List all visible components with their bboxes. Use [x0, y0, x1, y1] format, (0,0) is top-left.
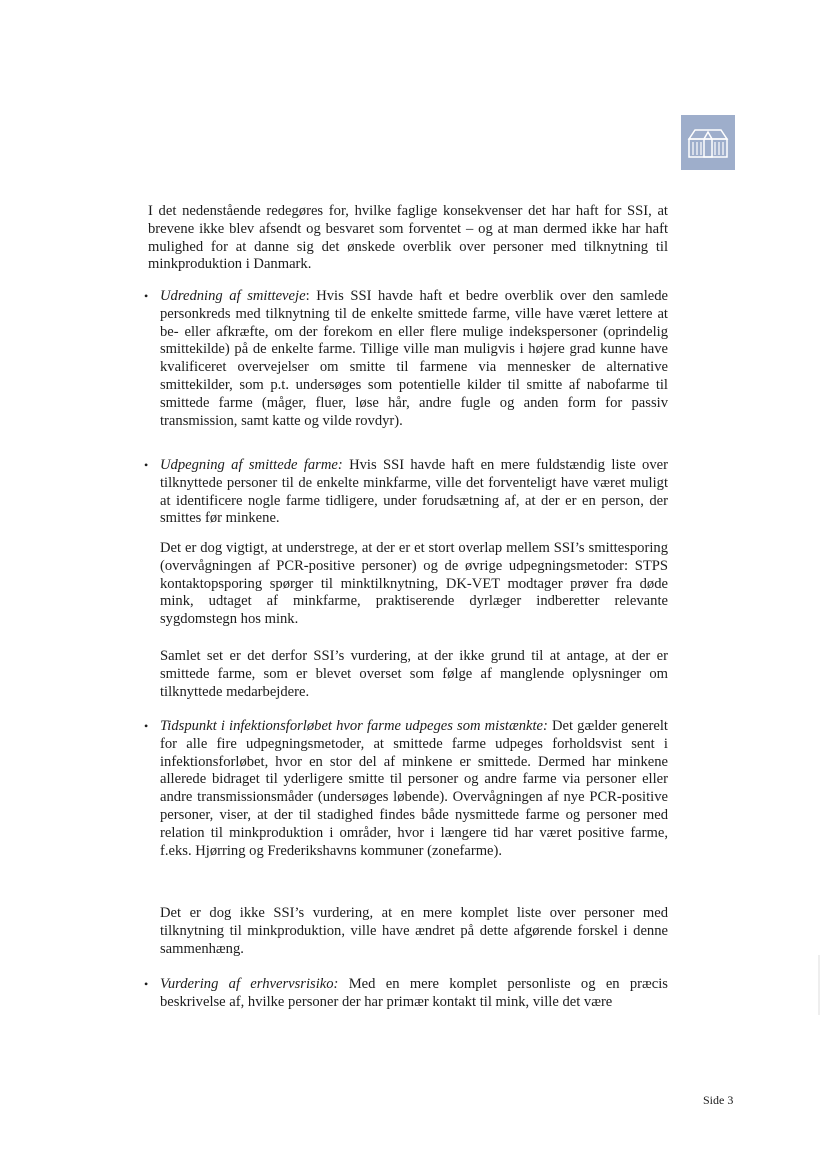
- bullet-udpegning: [144, 457, 668, 528]
- bullet-title: Vurdering af erhvervsrisiko:: [160, 976, 339, 992]
- separator: [338, 976, 348, 992]
- bullet-icon: •: [144, 719, 149, 733]
- followup-paragraph: Det er dog vigtigt, at understrege, at der er et stort overlap mellem SSI’s smittesporing (overvågningen af PCR-positive personer) og de øvrige udpegningsmetoder: STPS kontaktopsporing spørger til minktilknytning, DK-VET modtager prøver fra døde mink, udtaget af minkfarme, praktiserende dyrlæger indberetter relevante sygdomstegn hos mink.: [160, 540, 668, 628]
- bullet-title: Udpegning af smittede farme:: [160, 457, 343, 473]
- bullet-text: Hvis SSI havde haft et bedre overblik over den samlede personkreds med tilknytning til de enkelte smittede farme, ville have været lettere at be- eller afkræfte, om der forekom en eller flere mulige indekspersoner (oprindelig smittekilde) på de enkelte farme. Tillige ville man muligvis i højere grad kunne have kvalificeret overvejelser om smitte til farmene via mennesker de alternative smittekilder, som p.t. undersøges som potentielle kilder til smitte af nabofarme til smittede farme (måger, fluer, løse hår, andre fugle og anden form for passiv transmission, samt katte og vilde rovdyr).: [160, 288, 668, 429]
- ssi-logo: [681, 115, 735, 170]
- separator: :: [305, 288, 317, 304]
- bullet-erhvervsrisiko: [144, 976, 668, 1012]
- building-icon: [681, 115, 735, 170]
- bullet-icon: •: [144, 977, 149, 991]
- scan-artifact: [818, 955, 820, 1015]
- bullet-tidspunkt: [144, 718, 668, 860]
- bullet-text: Med en mere komplet personliste og en præcis beskrivelse af, hvilke personer der har primær kontakt til mink, ville det være: [160, 976, 668, 1010]
- bullet-text: Det gælder generelt for alle fire udpegningsmetoder, at smittede farme udpeges forholdsvist sent i infektionsforløbet, hvor en stor del af minkene er smittede. Dermed har minkene allerede bidraget til yderligere smitte til personer og andre farme via personer eller andre transmissionsmåder (undersøges løbende). Overvågningen af nye PCR-positive personer, viser, at der til stadighed findes både nysmittede farme og personer med relation til minkproduktion i områder, hvor i længere tid har været positive farme, f.eks. Hjørring og Frederikshavns kommuner (zonefarme).: [160, 718, 668, 859]
- intro-paragraph: I det nedenstående redegøres for, hvilke faglige konsekvenser det har haft for SSI, at brevene ikke blev afsendt og besvaret som forventet – og at man dermed ikke har haft mulighed for at danne sig det ønskede overblik over personer med tilknytning til minkproduktion i Danmark.: [148, 203, 668, 273]
- bullet-smitteveje: [144, 288, 668, 430]
- bullet-text: Hvis SSI havde haft en mere fuldstændig liste over tilknyttede personer til de enkelte minkfarme, ville det forventeligt have været muligt at identificere nogle farme tidligere, under forudsætning af, at der er en person, der smittes før minkene.: [160, 457, 668, 527]
- page-number: Side 3: [703, 1093, 734, 1107]
- followup-paragraph: Samlet set er det derfor SSI’s vurdering, at der ikke grund til at antage, at der er smittede farme, som er blevet overset som følge af manglende oplysninger om tilknyttede medarbejdere.: [160, 648, 668, 700]
- bullet-icon: •: [144, 289, 149, 303]
- bullet-icon: •: [144, 458, 149, 472]
- bullet-title: Tidspunkt i infektionsforløbet hvor farme udpeges som mistænkte:: [160, 718, 548, 734]
- bullet-title: Udredning af smitteveje: [160, 288, 306, 304]
- followup-paragraph: Det er dog ikke SSI’s vurdering, at en mere komplet liste over personer med tilknytning til minkproduktion, ville have ændret på dette afgørende forskel i denne sammenhæng.: [160, 905, 668, 957]
